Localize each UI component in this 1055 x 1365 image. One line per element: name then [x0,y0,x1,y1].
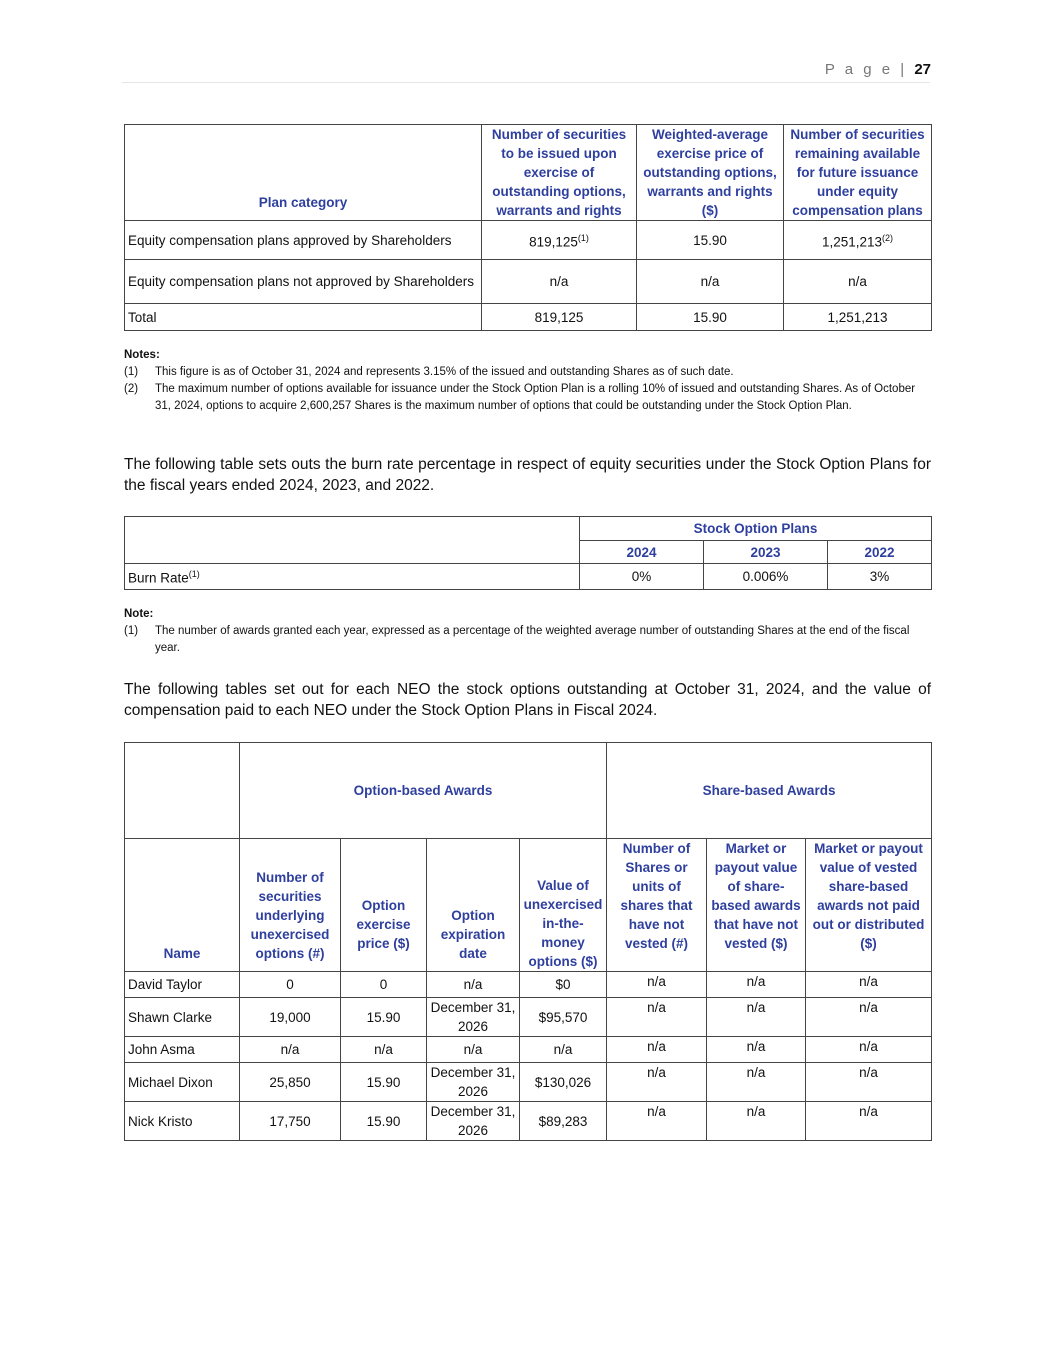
note-item: (1) This figure is as of October 31, 2024 and represents 3.15% of the issued and outstanding Shares as of such date. [124,366,734,378]
col-header: Market or payout value of vested share-based awards not paid out or distributed ($) [806,839,932,972]
cell: n/a [607,972,707,998]
cell: 0.006% [704,564,828,590]
col-header: Option exercise price ($) [341,839,427,972]
notes-title: Notes: [124,349,160,361]
cell: n/a [607,998,707,1037]
group-header: Option-based Awards [240,743,607,839]
equity-compensation-table [124,124,932,331]
cell: n/a [341,1037,427,1063]
page-label: P a g e [824,61,894,78]
name-cell: Shawn Clarke [125,998,240,1037]
cell: 819,125$^{(1)}$ [482,221,637,260]
cell: 1,251,213 [784,304,932,331]
col-header: Name [125,839,240,972]
col-header: Value of unexercised in-the-money options ($) [520,839,607,972]
cell: 19,000 [240,998,341,1037]
note-item: (2) The maximum number of options available for issuance under the Stock Option Plan is a rolling 10% of issued and outstanding Shares. As of October 31, 2024, options to acquire 2,600,257 Shares is the maximum number of options that could be outstanding under the Stock Option Plan. [124,383,916,412]
cell: n/a [707,1102,806,1141]
col-header: Number of securities to be issued upon exercise of outstanding options, warrants and rights [482,125,637,221]
col-header: Number of securities underlying unexercised options (#) [240,839,341,972]
cell: 15.90 [637,221,784,260]
cell: 0 [240,972,341,998]
burn-rate-table [124,516,932,590]
cell: Total [125,304,482,331]
cell: December 31, 2026 [427,1102,520,1141]
cell: n/a [806,1063,932,1102]
cell: n/a [806,998,932,1037]
cell: n/a [806,972,932,998]
name-cell: Nick Kristo [125,1102,240,1141]
header-divider [122,82,930,83]
cell: 15.90 [341,998,427,1037]
cell: n/a [637,260,784,304]
table-row [125,221,932,260]
cell: Equity compensation plans not approved by Shareholders [125,260,482,304]
cell: n/a [482,260,637,304]
cell: 25,850 [240,1063,341,1102]
cell: n/a [784,260,932,304]
cell: Equity compensation plans approved by Shareholders [125,221,482,260]
group-header: Stock Option Plans [580,517,932,541]
cell: 15.90 [341,1063,427,1102]
cell: n/a [427,1037,520,1063]
cell: n/a [707,998,806,1037]
neo-awards-table [124,742,932,1141]
name-cell: Michael Dixon [125,1063,240,1102]
cell: n/a [520,1037,607,1063]
col-header: Weighted-average exercise price of outstanding options, warrants and rights ($) [637,125,784,221]
cell: n/a [806,1102,932,1141]
notes-1 [124,347,932,415]
cell: 819,125 [482,304,637,331]
cell: 0% [580,564,704,590]
year-header: 2024 [580,541,704,564]
cell: $89,283 [520,1102,607,1141]
cell: Burn Rate$^{(1)}$ [125,564,580,590]
col-header: Option expiration date [427,839,520,972]
cell: n/a [240,1037,341,1063]
page-number: 27 [914,61,931,78]
notes-title: Note: [124,608,154,620]
cell: 15.90 [637,304,784,331]
name-cell: David Taylor [125,972,240,998]
table-row [125,304,932,331]
cell: n/a [607,1063,707,1102]
cell: n/a [707,1037,806,1063]
cell: n/a [806,1037,932,1063]
table-row [125,564,932,590]
table-row [125,1102,932,1141]
cell: December 31, 2026 [427,1063,520,1102]
year-header: 2022 [828,541,932,564]
cell: $0 [520,972,607,998]
year-header: 2023 [704,541,828,564]
cell: $130,026 [520,1063,607,1102]
cell: 0 [341,972,427,998]
page-number-header: P a g e | 27 [824,61,931,78]
notes-2 [124,606,932,657]
cell: n/a [607,1102,707,1141]
cell: n/a [707,972,806,998]
col-header: Market or payout value of share-based awards that have not vested ($) [707,839,806,972]
table-row [125,1037,932,1063]
table-row [125,998,932,1037]
empty-cell [125,517,580,564]
cell: 15.90 [341,1102,427,1141]
col-header: Number of securities remaining available for future issuance under equity compensation plans [784,125,932,221]
cell: 17,750 [240,1102,341,1141]
name-cell: John Asma [125,1037,240,1063]
group-header: Share-based Awards [607,743,932,839]
cell: n/a [607,1037,707,1063]
cell: n/a [707,1063,806,1102]
cell: December 31, 2026 [427,998,520,1037]
paragraph-burn-rate: The following table sets outs the burn rate percentage in respect of equity securities under the Stock Option Plans for the fiscal years ended 2024, 2023, and 2022. [124,456,931,494]
paragraph-neo-options: The following tables set out for each NEO the stock options outstanding at October 31, 2024, and the value of compensation paid to each NEO under the Stock Option Plans in Fiscal 2024. [124,681,931,719]
cell: n/a [427,972,520,998]
table-row [125,1063,932,1102]
cell: 1,251,213$^{(2)}$ [784,221,932,260]
table-row [125,972,932,998]
col-header: Plan category [125,125,482,221]
col-header: Number of Shares or units of shares that have not vested (#) [607,839,707,972]
cell: 3% [828,564,932,590]
empty-cell [125,743,240,839]
note-item: (1) The number of awards granted each year, expressed as a percentage of the weighted average number of outstanding Shares at the end of the fiscal year. [124,625,910,654]
cell: $95,570 [520,998,607,1037]
table-row [125,260,932,304]
